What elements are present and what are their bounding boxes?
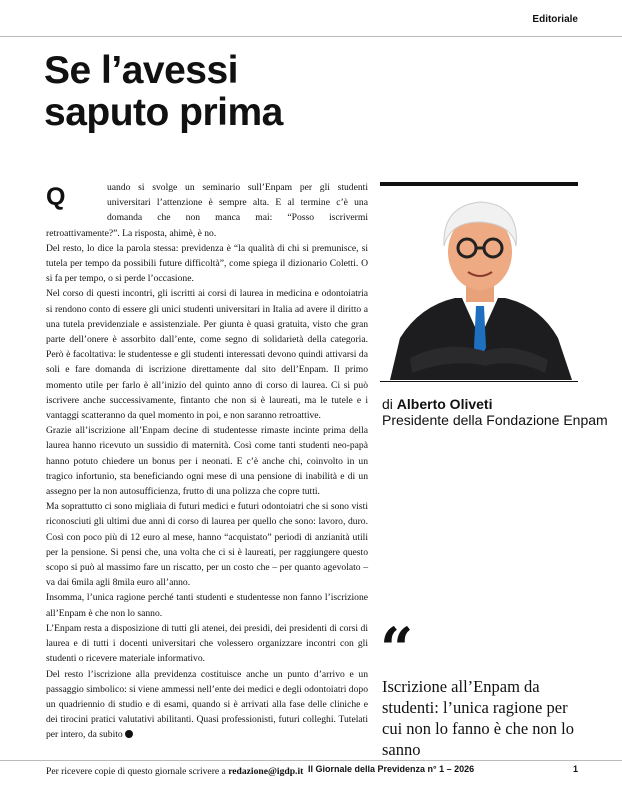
paragraph: Ma soprattutto ci sono migliaia di futuri medici e futuri odontoiatri che si sono visti riconosciuti gli ultimi due anni di corso di laurea per quello che sono: lavoro, duro. Così con poco più di 12 euro al mese, hanno “acquistato” periodi di anzianità utili per la pensione. Si pensi che, una volta che ci si è laureati, per raggiungere questo scopo si può al massimo fare un riscatto, per un costo che – per quanto agevolato – va dai 6mila agli 8mila euro all’anno. xyxy=(46,501,368,589)
header-divider xyxy=(0,36,622,37)
contact-text: Per ricevere copie di questo giornale scrivere a xyxy=(46,765,229,777)
author-role: Presidente della Fondazione Enpam xyxy=(382,412,608,428)
end-mark-icon xyxy=(125,730,133,738)
author-byline xyxy=(382,396,608,428)
portrait-top-rule xyxy=(380,182,578,186)
paragraph: Del resto, lo dice la parola stessa: previdenza è “la qualità di chi si premunisce, si tutela per tempo da possibili future difficoltà”, come spiega il dizionario Coletti. O si fa per tempo, o si perde l’occasione. xyxy=(46,242,368,285)
author-prefix: di xyxy=(382,396,397,412)
section-label: Editoriale xyxy=(532,14,578,25)
footer-divider xyxy=(0,760,622,761)
author-portrait-illustration xyxy=(380,188,578,380)
paragraph: Grazie all’iscrizione all’Enpam decine di studentesse rimaste incinte prima della laurea hanno ricevuto un sussidio di maternità. Così come tanti studenti neo-papà hanno potuto chiedere un bonus per i neonati. E c’è anche chi, coinvolto in un tragico infortunio, sta beneficiando ogni mese di una pensione di inabilità e di un assegno per la non autosufficienza, frutto di una polizza che copre tutti. xyxy=(46,425,368,498)
paragraph: L’Enpam resta a disposizione di tutti gli atenei, dei presidi, dei presidenti di corsi di laurea e di tutti i docenti universitari che volessero organizzare incontri con gli studenti o ricevere materiale informativo. xyxy=(46,622,368,665)
paragraph-last xyxy=(46,667,368,743)
author-name: Alberto Oliveti xyxy=(396,396,493,412)
portrait-bottom-rule xyxy=(380,381,578,382)
paragraph: Nel corso di questi incontri, gli iscritti ai corsi di laurea in medicina e odontoiatria si rendono conto di essere gli unici studenti universitari in Italia ad avere il diritto a una tutela previdenziale e assistenziale. Per giunta è quasi gratuita, visto che gran parte dell’onere è assorbito dall’ente, come segno di solidarietà della categoria. Però è facoltativa: le studentesse e gli studenti interessati devono quindi attivarsi da soli e fare domanda di iscrizione direttamente dal sito dell’Enpam. Il primo momento utile per farlo è all’inizio del quinto anno di corso di laurea. Ci si può iscrivere anche successivamente, fintanto che non si è laureati, ma le tutele e i vantaggi scatteranno da quel momento in poi, e non saranno retroattive. xyxy=(46,288,368,422)
publication-footer: Il Giornale della Previdenza n° 1 – 2026 xyxy=(308,764,475,774)
paragraph: Insomma, l’unica ragione perché tanti studenti e studentesse non fanno l’iscrizione all’Enpam è che non lo sanno. xyxy=(46,592,368,619)
paragraph-text: Del resto l’iscrizione alla previdenza costituisce anche un punto d’arrivo e un passaggio simbolico: si viene ammessi nell’ente dei medici e degli odontoiatri dopo un quadriennio di studio e di esami, quando si è arrivati alla fase delle cliniche e dei tirocini pratici valutativi abilitanti. Quasi professionisti, futuri colleghi. Tutelati per intero, da subito xyxy=(46,668,368,741)
paragraph: uando si svolge un seminario sull’Enpam per gli studenti universitari l’attenzione è sempre alta. E al termine c’è una domanda che non manca mai: “Posso iscrivermi retroattivamente?”. La risposta, ahimè, è no. xyxy=(46,182,368,239)
dropcap: Q xyxy=(46,183,66,211)
contact-email-link[interactable]: redazione@igdp.it xyxy=(228,765,304,777)
page-title: Se l’avessi saputo prima xyxy=(44,49,283,134)
quote-mark-icon: “ xyxy=(380,615,414,683)
page-number: 1 xyxy=(572,764,578,774)
article-body xyxy=(46,180,368,743)
article-column xyxy=(46,180,368,778)
pull-quote: Iscrizione all’Enpam da studenti: l’unica ragione per cui non lo fanno è che non lo sanno xyxy=(382,677,574,759)
